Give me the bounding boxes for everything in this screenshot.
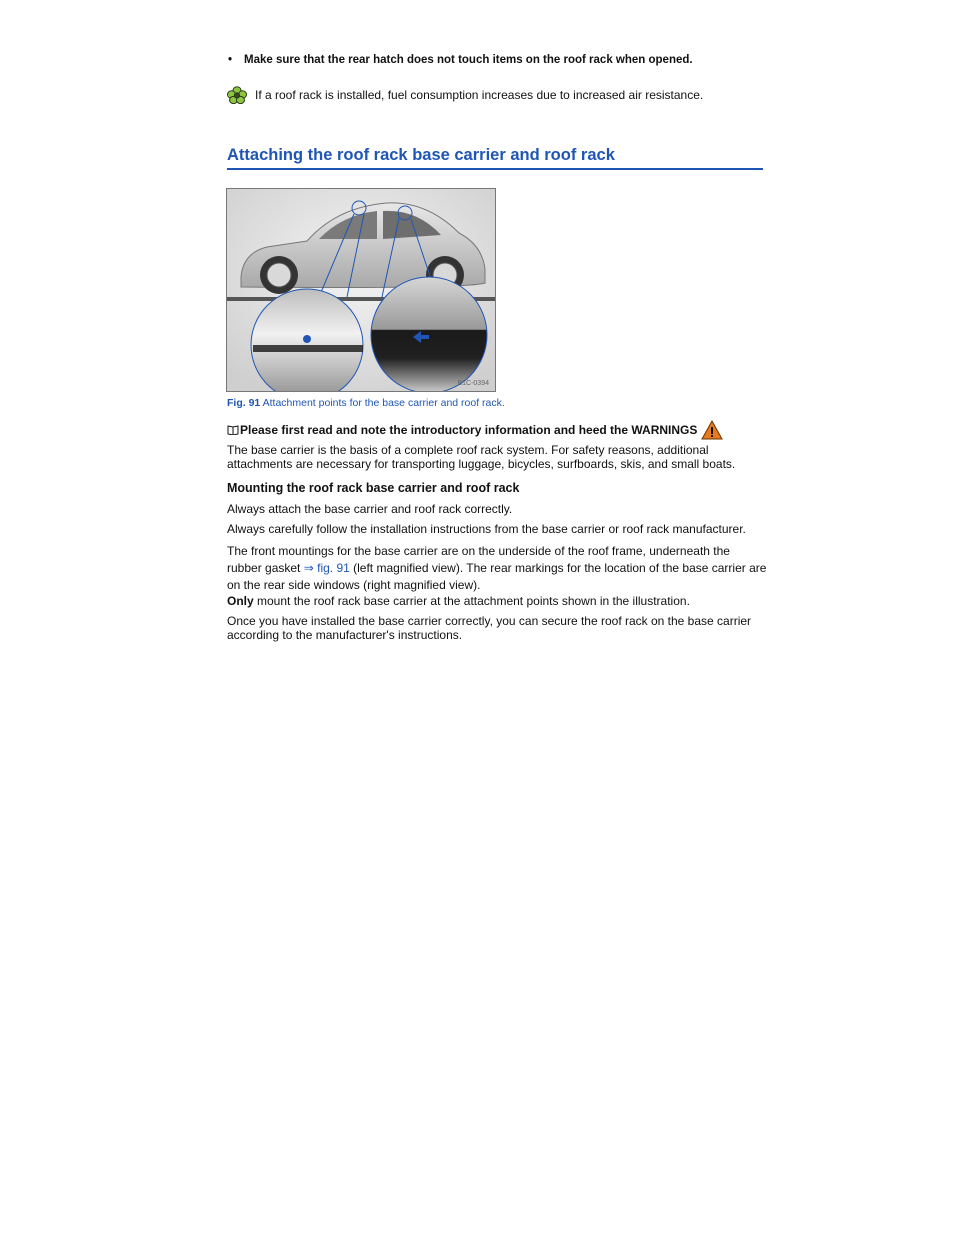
paragraph-4 bbox=[227, 543, 767, 594]
warning-triangle-icon bbox=[701, 420, 723, 440]
paragraph-4-text-a: The front mountings for the base carrier are on the underside of the roof frame, underneath the rubber gasket bbox=[227, 544, 730, 575]
intro-note bbox=[227, 420, 723, 440]
paragraph-1: The base carrier is the basis of a complete roof rack system. For safety reasons, additional attachments are necessary for transporting luggage, bicycles, surfboards, skis, and small boats. bbox=[227, 443, 736, 471]
bullet-item bbox=[228, 54, 693, 66]
flower-icon bbox=[227, 86, 247, 104]
figure-caption-label: Fig. 91 bbox=[227, 397, 261, 409]
environment-note-text: If a roof rack is installed, fuel consumption increases due to increased air resistance. bbox=[255, 88, 704, 102]
car-illustration bbox=[227, 189, 495, 391]
section-title: Attaching the roof rack base carrier and roof rack bbox=[227, 146, 763, 170]
paragraph-2: Always attach the base carrier and roof rack correctly. bbox=[227, 502, 513, 516]
figure-91 bbox=[226, 188, 496, 392]
paragraph-5-bold: Only bbox=[227, 594, 254, 608]
paragraph-5 bbox=[227, 594, 767, 608]
paragraph-6: Once you have installed the base carrier correctly, you can secure the roof rack on the base carrier according to the manufacturer's instructions. bbox=[227, 614, 752, 642]
subheading: Mounting the roof rack base carrier and roof rack bbox=[227, 481, 520, 495]
bullet-symbol: • bbox=[228, 54, 233, 66]
figure-caption-text: Attachment points for the base carrier and roof rack. bbox=[262, 397, 505, 409]
environment-note bbox=[227, 86, 703, 104]
paragraph-4-text-b: (left magnified view). The rear markings for the location of the base carrier are on the rear side windows (right magnified view). bbox=[227, 561, 767, 592]
figure-code: B1C-0394 bbox=[457, 380, 489, 387]
figure-link[interactable]: ⇒ fig. 91 bbox=[303, 561, 350, 575]
intro-text: Please first read and note the introductory information and heed the WARNINGS bbox=[240, 423, 698, 437]
figure-caption bbox=[227, 397, 505, 409]
paragraph-5-text: mount the roof rack base carrier at the attachment points shown in the illustration. bbox=[253, 594, 690, 608]
book-icon bbox=[227, 425, 239, 435]
bullet-text: Make sure that the rear hatch does not touch items on the roof rack when opened. bbox=[244, 54, 693, 66]
paragraph-3: Always carefully follow the installation instructions from the base carrier or roof rack manufacturer. bbox=[227, 522, 746, 536]
